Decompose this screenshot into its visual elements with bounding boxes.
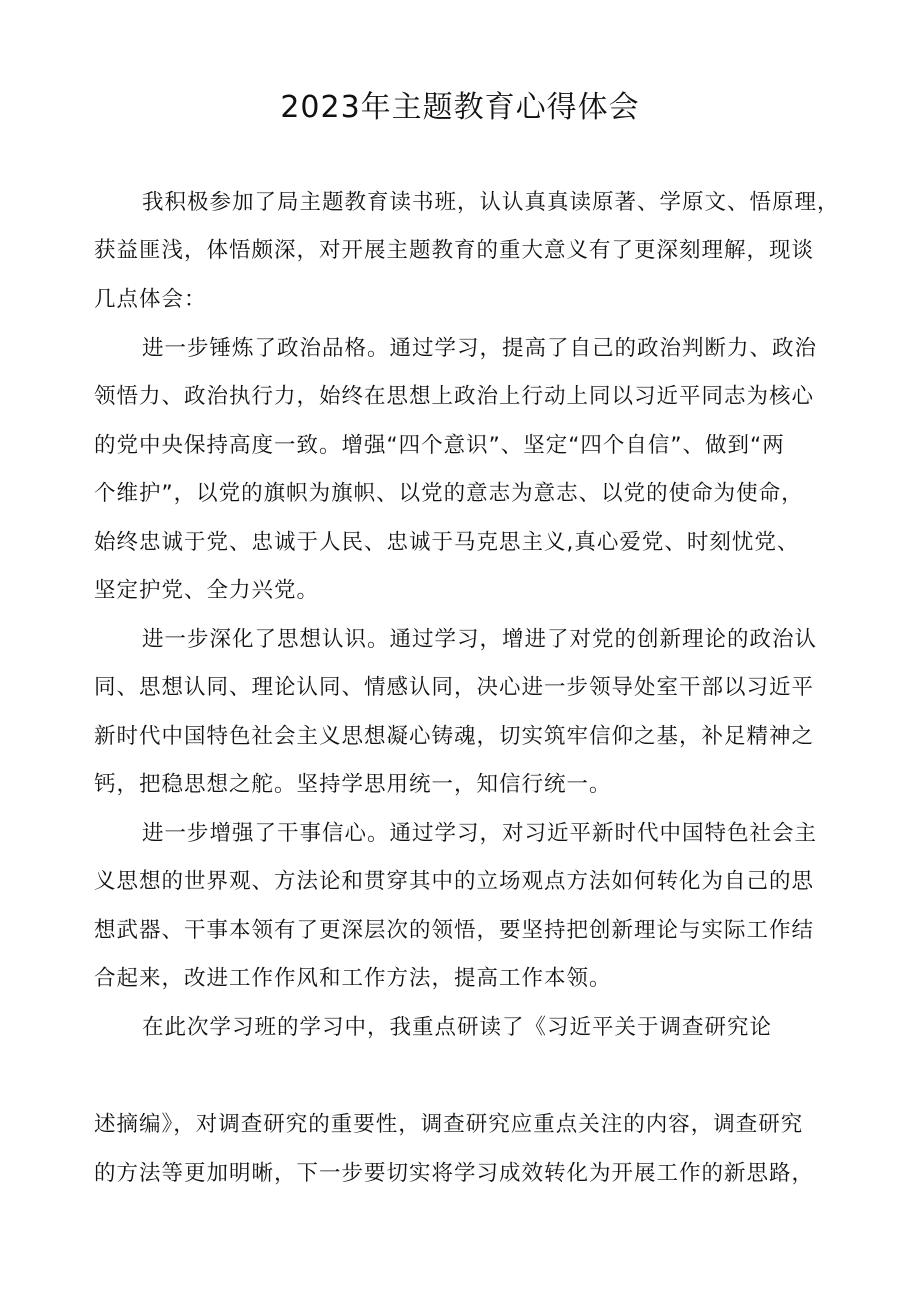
paragraph-4-line-2: 义思想的世界观、方法论和贯穿其中的立场观点方法如何转化为自己的思 [94, 869, 815, 894]
paragraph-3-line-4: 钙，把稳思想之舵。坚持学思用统一，知信行统一。 [94, 772, 612, 797]
paragraph-1-line-2: 获益匪浅，体悟颇深，对开展主题教育的重大意义有了更深刻理解，现谈 [94, 238, 815, 263]
paragraph-1-line-3: 几点体会： [94, 287, 207, 312]
paragraph-5-line-2: 述摘编》，对调查研究的重要性，调查研究应重点关注的内容，调查研究 [94, 1112, 804, 1137]
paragraph-4-line-1: 进一步增强了干事信心。通过学习，对习近平新时代中国特色社会主 [142, 821, 818, 846]
paragraph-2-line-2: 领悟力、政治执行力，始终在思想上政治上行动上同以习近平同志为核心 [94, 384, 815, 409]
paragraph-5-line-3: 的方法等更加明晰，下一步要切实将学习成效转化为开展工作的新思路， [94, 1161, 815, 1186]
paragraph-2-line-3: 的党中央保持高度一致。增强“四个意识”、坚定“四个自信”、做到“两 [94, 433, 785, 458]
paragraph-3-line-1: 进一步深化了思想认识。通过学习，增进了对党的创新理论的政治认 [142, 627, 818, 652]
paragraph-2-line-4: 个维护”，以党的旗帜为旗帜、以党的意志为意志、以党的使命为使命， [94, 481, 804, 506]
paragraph-3-line-2: 同、思想认同、理论认同、情感认同，决心进一步领导处室干部以习近平 [94, 675, 815, 700]
paragraph-2-line-1: 进一步锤炼了政治品格。通过学习，提高了自己的政治判断力、政治 [142, 336, 818, 361]
paragraph-2-line-5: 始终忠诚于党、忠诚于人民、忠诚于马克思主义,真心爱党、时刻忧党、 [94, 530, 800, 555]
paragraph-1-line-1: 我积极参加了局主题教育读书班，认认真真读原著、学原文、悟原理， [142, 190, 840, 215]
paragraph-4-line-4: 合起来，改进工作作风和工作方法，提高工作本领。 [94, 966, 612, 991]
paragraph-2-line-6: 坚定护党、全力兴党。 [94, 578, 320, 603]
paragraph-4-line-3: 想武器、干事本领有了更深层次的领悟，要坚持把创新理论与实际工作结 [94, 918, 815, 943]
paragraph-5-line-1: 在此次学习班的学习中，我重点研读了《习近平关于调查研究论 [142, 1015, 773, 1040]
paragraph-3-line-3: 新时代中国特色社会主义思想凝心铸魂，切实筑牢信仰之基，补足精神之 [94, 724, 815, 749]
document-title: 2023年主题教育心得体会 [280, 90, 640, 125]
